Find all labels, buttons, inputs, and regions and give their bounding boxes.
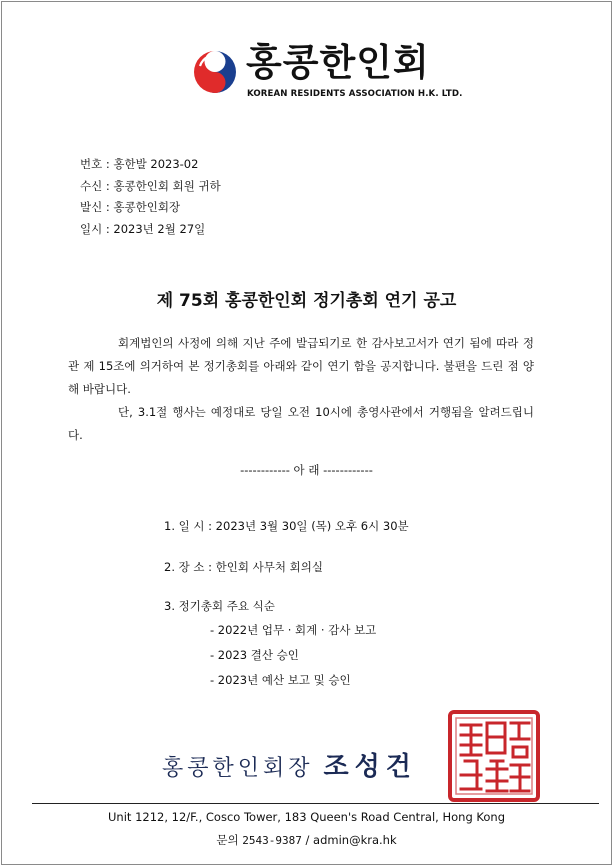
contact-email: admin@kra.hk [313, 833, 397, 847]
signature-name: 조성건 [323, 752, 417, 782]
document-body [68, 332, 534, 447]
footer-address: Unit 1212, 12/F., Cosco Tower, 183 Queen's Road Central, Hong Kong [108, 810, 505, 824]
logo-subtitle: KOREAN RESIDENTS ASSOCIATION H.K. LTD. [247, 89, 463, 99]
document-page [1, 1, 612, 865]
document-recipient: 수신 : 홍콩한인회 회원 귀하 [80, 178, 221, 193]
agenda-subitem-3: - 2023년 예산 보고 및 승인 [210, 673, 351, 687]
document-sender: 발신 : 홍콩한인회장 [80, 200, 181, 214]
document-date: 일시 : 2023년 2월 27일 [80, 221, 206, 236]
agenda-subitem-2: - 2023 결산 승인 [210, 648, 299, 662]
signature [162, 746, 417, 783]
agenda-item-date: 1. 일 시 : 2023년 3월 30일 (목) 오후 6시 30분 [164, 519, 409, 533]
logo-name: 홍콩한인회 [246, 41, 430, 84]
footer-divider [32, 803, 599, 804]
contact-label: 문의 [216, 833, 239, 847]
document-meta [80, 154, 221, 240]
document-number: 번호 : 홍한발 2023-02 [80, 157, 199, 171]
footer-contact [2, 832, 611, 848]
contact-separator: / [305, 833, 310, 847]
agenda-item-program: 3. 정기총회 주요 식순 [164, 599, 275, 613]
contact-phone: 2543-9387 [242, 834, 302, 847]
body-paragraph-2: 단, 3.1절 행사는 예정대로 당일 오전 10시에 총영사관에서 거행됨을 알려드립니다. [68, 405, 534, 442]
signature-role: 홍콩한인회장 [162, 756, 314, 781]
section-divider: ------------ 아 래 ------------ [240, 463, 373, 477]
agenda-subitem-1: - 2022년 업무 · 회계 · 감사 보고 [210, 623, 377, 637]
document-title: 제 75회 홍콩한인회 정기총회 연기 공고 [156, 291, 457, 311]
body-paragraph-1: 회계법인의 사정에 의해 지난 주에 발급되기로 한 감사보고서가 연기 됨에 따라 정관 제 15조에 의거하여 본 정기총회를 아래와 같이 연기 함을 공지합니다. 불편을 드린 점 양해 바랍니다. [68, 336, 534, 396]
logo [191, 41, 463, 106]
agenda-item-place: 2. 장 소 : 한인회 사무처 회의실 [164, 560, 323, 574]
seal-stamp-icon [447, 709, 541, 803]
taegeuk-icon [191, 48, 239, 96]
